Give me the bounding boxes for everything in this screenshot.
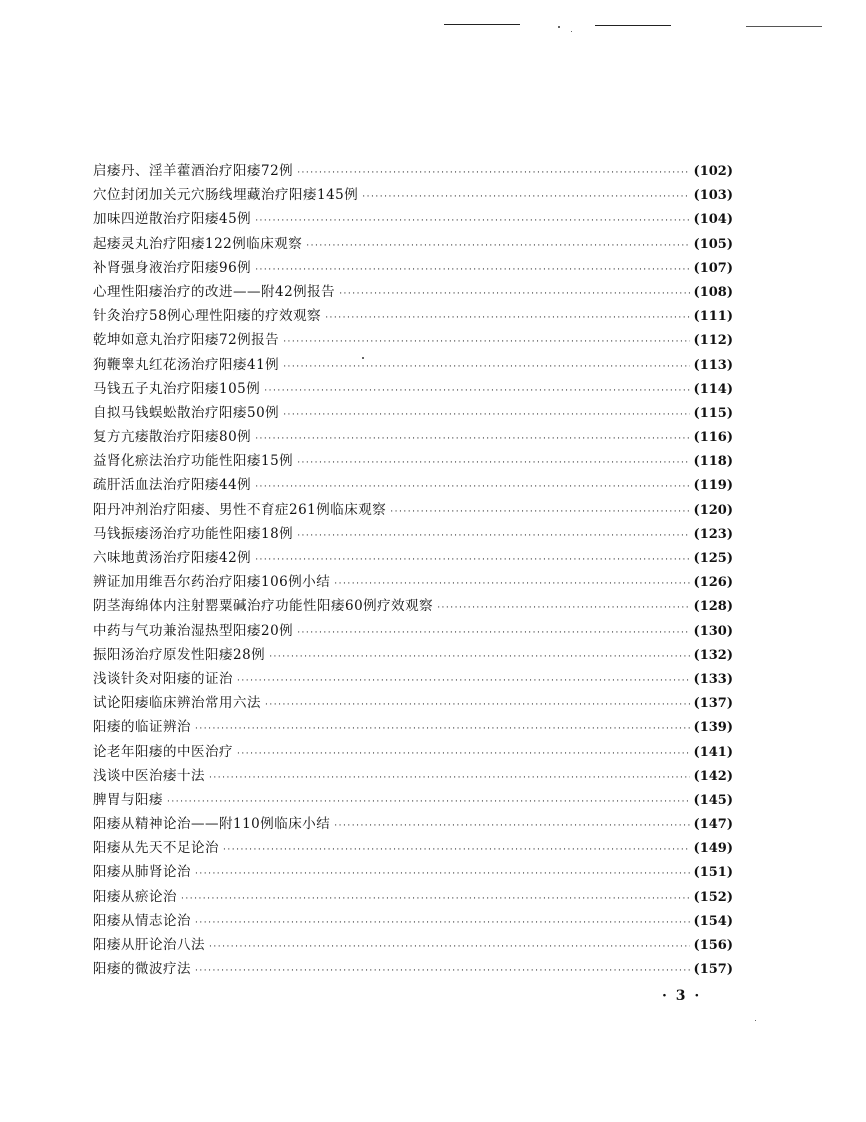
toc-entry xyxy=(93,643,733,667)
dot-leader xyxy=(297,451,689,475)
toc-entry-title: 阳痿从精神论治——附110例临床小结 xyxy=(93,816,331,833)
dot-leader xyxy=(237,742,690,766)
toc-entry-title: 狗鞭睾丸红花汤治疗阳痿41例 xyxy=(93,356,280,373)
dot-leader xyxy=(297,621,689,645)
toc-entry-title: 脾胃与阳痿 xyxy=(93,791,163,808)
scan-speck xyxy=(571,31,572,32)
toc-entry-page: (118) xyxy=(693,454,733,470)
toc-entry xyxy=(93,812,733,836)
toc-entry xyxy=(93,401,733,425)
dot-leader xyxy=(195,959,690,983)
table-of-contents xyxy=(93,159,733,981)
toc-entry-page: (102) xyxy=(693,164,733,179)
toc-entry-page: (141) xyxy=(693,744,733,760)
toc-entry xyxy=(93,860,733,884)
dot-leader xyxy=(255,209,689,233)
toc-entry-title: 疏肝活血法治疗阳痿44例 xyxy=(93,477,252,494)
toc-entry xyxy=(93,933,733,957)
dot-leader xyxy=(237,669,690,693)
toc-entry-title: 中药与气功兼治湿热型阳痿20例 xyxy=(93,622,294,639)
toc-entry-title: 阴茎海绵体内注射罂粟碱治疗功能性阳痿60例疗效观察 xyxy=(93,598,434,615)
toc-entry xyxy=(93,667,733,691)
toc-entry-title: 益肾化瘀法治疗功能性阳痿15例 xyxy=(93,453,294,470)
toc-entry xyxy=(93,473,733,497)
toc-entry-title: 浅谈针灸对阳痿的证治 xyxy=(93,670,233,687)
dot-leader xyxy=(255,548,689,572)
toc-entry xyxy=(93,498,733,522)
toc-entry xyxy=(93,522,733,546)
toc-entry xyxy=(93,328,733,352)
toc-entry-title: 加味四逆散治疗阳痿45例 xyxy=(93,211,252,228)
toc-entry-page: (115) xyxy=(693,405,733,421)
dot-leader xyxy=(297,161,689,185)
toc-entry-page: (149) xyxy=(693,841,733,857)
scan-speck xyxy=(558,26,560,28)
toc-entry xyxy=(93,207,733,231)
dot-leader xyxy=(223,838,690,862)
dot-leader xyxy=(264,379,689,403)
toc-entry-title: 心理性阳痿治疗的改进——附42例报告 xyxy=(93,283,336,300)
toc-entry xyxy=(93,885,733,909)
scan-speck xyxy=(755,1020,756,1021)
toc-entry-page: (125) xyxy=(693,551,733,566)
toc-entry xyxy=(93,570,733,594)
toc-entry-page: (104) xyxy=(693,212,733,228)
toc-entry xyxy=(93,304,733,328)
toc-entry xyxy=(93,740,733,764)
header-rule xyxy=(595,25,671,26)
toc-entry-title: 阳痿从情志论治 xyxy=(93,912,191,929)
toc-entry xyxy=(93,764,733,788)
toc-entry xyxy=(93,353,733,377)
dot-leader xyxy=(265,693,690,717)
toc-entry-title: 阳痿从肝论治八法 xyxy=(93,937,205,953)
toc-entry-page: (151) xyxy=(693,865,733,881)
dot-leader xyxy=(306,234,689,258)
toc-entry-page: (128) xyxy=(693,599,733,615)
dot-leader xyxy=(283,355,689,379)
toc-entry-title: 阳痿的临证辨治 xyxy=(93,719,191,736)
toc-entry xyxy=(93,957,733,981)
toc-entry-page: (103) xyxy=(693,188,733,204)
toc-entry-title: 起痿灵丸治疗阳痿122例临床观察 xyxy=(93,235,303,252)
dot-leader xyxy=(195,717,690,741)
toc-entry-page: (113) xyxy=(693,357,733,373)
toc-entry-page: (133) xyxy=(693,671,733,687)
toc-entry-page: (105) xyxy=(693,236,733,252)
toc-entry-page: (130) xyxy=(693,623,733,639)
toc-entry-title: 启痿丹、淫羊藿酒治疗阳痿72例 xyxy=(93,163,294,179)
toc-entry-title: 论老年阳痿的中医治疗 xyxy=(93,743,233,760)
toc-entry-page: (126) xyxy=(693,575,733,591)
toc-entry-page: (147) xyxy=(693,817,733,833)
toc-entry xyxy=(93,280,733,304)
toc-entry-title: 自拟马钱蜈蚣散治疗阳痿50例 xyxy=(93,404,280,421)
page-number: · 3 · xyxy=(662,988,702,1004)
toc-entry-title: 阳痿从瘀论治 xyxy=(93,888,177,905)
header-rule xyxy=(746,26,822,27)
toc-entry xyxy=(93,909,733,933)
toc-entry xyxy=(93,836,733,860)
dot-leader xyxy=(283,403,689,427)
toc-entry-title: 辨证加用维吾尔药治疗阳痿106例小结 xyxy=(93,574,331,591)
dot-leader xyxy=(255,258,689,282)
dot-leader xyxy=(269,645,689,669)
toc-entry-title: 六味地黄汤治疗阳痿42例 xyxy=(93,550,252,566)
toc-entry-page: (132) xyxy=(693,647,733,663)
dot-leader xyxy=(362,185,689,209)
dot-leader xyxy=(255,475,689,499)
toc-entry-title: 乾坤如意丸治疗阳痿72例报告 xyxy=(93,332,280,349)
dot-leader xyxy=(390,500,689,524)
dot-leader xyxy=(283,330,689,354)
dot-leader xyxy=(297,524,689,548)
scan-speck xyxy=(362,357,364,359)
toc-entry xyxy=(93,425,733,449)
toc-entry xyxy=(93,256,733,280)
toc-entry-title: 试论阳痿临床辨治常用六法 xyxy=(93,695,261,712)
toc-entry-title: 阳痿从先天不足论治 xyxy=(93,840,219,857)
toc-entry-title: 马钱振痿汤治疗功能性阳痿18例 xyxy=(93,525,294,542)
toc-entry-title: 阳痿从肺肾论治 xyxy=(93,864,191,881)
toc-entry-page: (145) xyxy=(693,792,733,808)
dot-leader xyxy=(209,935,690,959)
dot-leader xyxy=(195,862,690,886)
toc-entry-title: 复方亢痿散治疗阳痿80例 xyxy=(93,429,252,446)
toc-entry-page: (108) xyxy=(693,284,733,300)
toc-entry-title: 阳痿的微波疗法 xyxy=(93,961,191,978)
toc-entry-page: (139) xyxy=(693,720,733,736)
toc-entry-page: (156) xyxy=(693,938,733,953)
toc-entry-title: 阳丹冲剂治疗阳痿、男性不育症261例临床观察 xyxy=(93,501,387,518)
toc-entry xyxy=(93,377,733,401)
dot-leader xyxy=(181,887,690,911)
dot-leader xyxy=(167,790,690,814)
toc-entry-title: 穴位封闭加关元穴肠线埋藏治疗阳痿145例 xyxy=(93,187,359,204)
toc-entry-title: 补肾强身液治疗阳痿96例 xyxy=(93,259,252,276)
dot-leader xyxy=(334,814,689,838)
toc-entry xyxy=(93,232,733,256)
toc-entry-title: 针灸治疗58例心理性阳痿的疗效观察 xyxy=(93,308,322,325)
toc-entry-page: (152) xyxy=(693,889,733,905)
toc-entry-page: (137) xyxy=(693,696,733,712)
toc-entry-title: 振阳汤治疗原发性阳痿28例 xyxy=(93,646,266,663)
toc-entry-title: 浅谈中医治痿十法 xyxy=(93,767,205,784)
toc-entry xyxy=(93,715,733,739)
toc-entry-page: (142) xyxy=(693,768,733,784)
dot-leader xyxy=(437,596,689,620)
toc-entry-page: (154) xyxy=(693,913,733,929)
toc-entry xyxy=(93,159,733,183)
dot-leader xyxy=(334,572,689,596)
toc-entry-page: (119) xyxy=(693,478,733,494)
toc-entry-page: (116) xyxy=(693,430,733,446)
toc-entry xyxy=(93,788,733,812)
toc-entry-page: (114) xyxy=(693,381,733,397)
dot-leader xyxy=(339,282,689,306)
toc-entry xyxy=(93,449,733,473)
toc-entry xyxy=(93,183,733,207)
toc-entry-page: (157) xyxy=(693,962,733,978)
toc-entry xyxy=(93,691,733,715)
toc-entry xyxy=(93,546,733,570)
dot-leader xyxy=(325,306,689,330)
toc-entry-page: (123) xyxy=(693,526,733,542)
toc-entry xyxy=(93,619,733,643)
toc-entry-page: (120) xyxy=(693,502,733,518)
toc-entry xyxy=(93,594,733,618)
toc-entry-title: 马钱五子丸治疗阳痿105例 xyxy=(93,380,261,397)
dot-leader xyxy=(209,766,690,790)
header-rule xyxy=(444,24,520,25)
toc-entry-page: (112) xyxy=(693,333,733,349)
dot-leader xyxy=(255,427,689,451)
toc-entry-page: (111) xyxy=(693,309,733,325)
toc-entry-page: (107) xyxy=(693,260,733,276)
dot-leader xyxy=(195,911,690,935)
